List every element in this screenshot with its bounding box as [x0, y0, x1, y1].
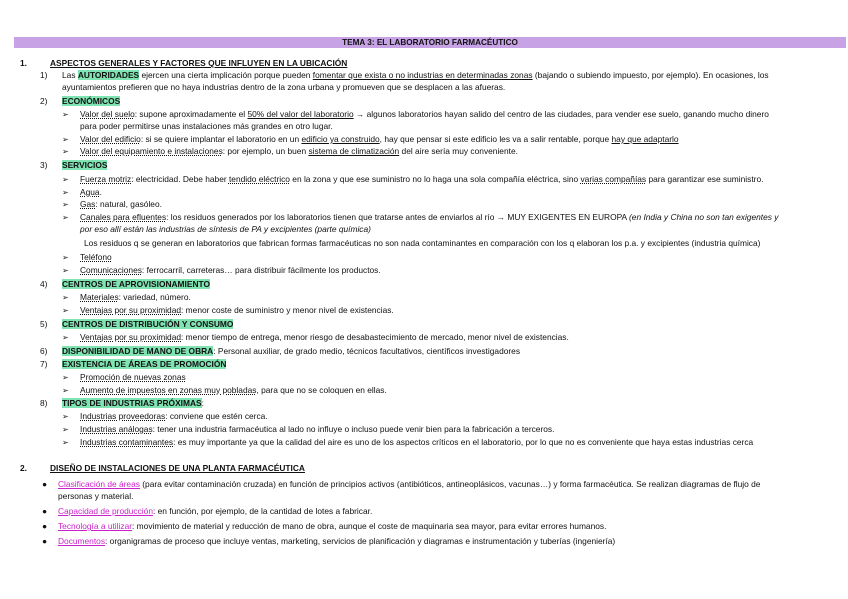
highlight-servicios: SERVICIOS: [62, 160, 108, 170]
arrow-bullet-icon: ➢: [62, 425, 69, 434]
item-autoridades: 1) Las AUTORIDADES ejercen una cierta implicación porque pueden fomentar que exista o no industrias en determinadas zonas (bajando o subiendo impuesto, por ejemplo). En ocasiones, los: [40, 70, 769, 80]
item-industrias-proximas: 8) TIPOS DE INDUSTRIAS PRÓXIMAS:: [40, 398, 204, 408]
section-2-title: DISEÑO DE INSTALACIONES DE UNA PLANTA FARMACÉUTICA: [50, 463, 305, 473]
arrow-bullet-icon: ➢: [62, 373, 69, 382]
bullet-dot-icon: ●: [42, 506, 48, 516]
bullet-dot-icon: ●: [42, 536, 48, 546]
economicos-suelo: ➢ Valor del suelo: supone aproximadamente el 50% del valor del laboratorio → algunos laboratorios hayan salido del centro de las ciudades, para vender ese suelo, ganando mucho dinero: [62, 108, 769, 122]
economicos-equipamiento: ➢ Valor del equipamiento e instalaciones: por ejemplo, un buen sistema de climatización del aire sería muy conveniente.: [62, 145, 518, 159]
diseno-tecnologia: ● Tecnología a utilizar: movimiento de material y reducción de mano de obra, aunque el coste de maquinaria sea mayor, para evitar errores humanos.: [42, 521, 607, 531]
arrow-bullet-icon: ➢: [62, 412, 69, 421]
arrow-bullet-icon: ➢: [62, 175, 69, 184]
diseno-documentos: ● Documentos: organigramas de proceso que incluye ventas, marketing, servicios de planificación y diagramas e instrumentación y tuberías (ingeniería): [42, 536, 616, 546]
servicios-agua: ➢ Agua.: [62, 186, 102, 200]
arrow-bullet-icon: ➢: [62, 147, 69, 156]
item-economicos: 2) ECONÓMICOS: [40, 96, 121, 106]
servicios-efluentes-cont: por eso allí están las industrias de síntesis de PA y excipientes (parte química): [80, 224, 371, 234]
servicios-gas: ➢ Gas: natural, gasóleo.: [62, 198, 162, 212]
highlight-areas-promocion: EXISTENCIA DE ÁREAS DE PROMOCIÓN: [62, 359, 227, 369]
highlight-economicos: ECONÓMICOS: [62, 96, 121, 106]
diseno-clasificacion: ● Clasificación de áreas (para evitar contaminación cruzada) en función de principios activos (antibióticos, antineoplásicos, vacunas…) y forma farmacéutica. Se realizan diagramas de flujo de: [42, 479, 761, 489]
arrow-bullet-icon: ➢: [62, 293, 69, 302]
document-title: TEMA 3: EL LABORATORIO FARMACÉUTICO: [14, 37, 846, 48]
industrias-analogas: ➢ Industrias análogas: tener una industria farmacéutica al lado no influye o incluso puede venir bien para la fabricación a terceros.: [62, 423, 554, 437]
highlight-aprovisionamiento: CENTROS DE APROVISIONAMIENTO: [62, 279, 210, 289]
distribucion-ventajas: ➢ Ventajas por su proximidad: menor tiempo de entrega, menor riesgo de desabastecimiento de mercado, menor nivel de existencias.: [62, 331, 569, 345]
promocion-impuestos: ➢ Aumento de impuestos en zonas muy pobladas, para que no se coloquen en ellas.: [62, 384, 387, 398]
arrow-bullet-icon: ➢: [62, 135, 69, 144]
item-mano-de-obra: 6) DISPONIBILIDAD DE MANO DE OBRA: Personal auxiliar, de grado medio, técnicos facultativos, científicos investigadores: [40, 346, 521, 356]
section-1-number: 1.: [20, 58, 27, 68]
industrias-contaminantes: ➢ Industrias contaminantes: es muy importante ya que la calidad del aire es uno de los aspectos críticos en el laboratorio, por lo que no es conveniente que haya estas industrias cerca: [62, 436, 753, 450]
bullet-dot-icon: ●: [42, 521, 48, 531]
servicios-note: Los residuos q se generan en laboratorios que fabrican formas farmacéuticas no son nada contaminantes en comparación con los q elaboran los p.a. y excipientes (industria química): [84, 238, 761, 248]
arrow-bullet-icon: ➢: [62, 213, 69, 222]
section-1-heading: [20, 57, 347, 70]
servicios-fuerza-motriz: ➢ Fuerza motriz: electricidad. Debe haber tendido eléctrico en la zona y que ese suministro no lo haga una sola compañía eléctrica, sino varias compañías para garantizar ese suministro.: [62, 173, 763, 187]
arrow-bullet-icon: ➢: [62, 266, 69, 275]
arrow-bullet-icon: ➢: [62, 188, 69, 197]
servicios-efluentes: ➢ Canales para efluentes: los residuos generados por los laboratorios tienen que tratarse antes de enviarlos al río → MUY EXIGENTES EN EUROPA (en India y China no son tan exigentes y: [62, 211, 778, 225]
bullet-dot-icon: ●: [42, 479, 48, 489]
arrow-bullet-icon: ➢: [62, 110, 69, 119]
section-1-title: ASPECTOS GENERALES Y FACTORES QUE INFLUYEN EN LA UBICACIÓN: [50, 58, 348, 68]
economicos-suelo-cont: para poder permitirse unas instalaciones más grandes en otro lugar.: [80, 121, 333, 131]
aprovisionamiento-ventajas: ➢ Ventajas por su proximidad: menor coste de suministro y menor nivel de existencias.: [62, 304, 394, 318]
industrias-proveedoras: ➢ Industrias proveedoras: conviene que estén cerca.: [62, 410, 268, 424]
aprovisionamiento-materiales: ➢ Materiales: variedad, número.: [62, 291, 191, 305]
diseno-capacidad: ● Capacidad de producción: en función, por ejemplo, de la cantidad de lotes a fabricar.: [42, 506, 373, 516]
arrow-bullet-icon: ➢: [62, 386, 69, 395]
section-2-heading: [20, 462, 305, 475]
highlight-industrias-proximas: TIPOS DE INDUSTRIAS PRÓXIMAS: [62, 398, 202, 408]
section-2-number: 2.: [20, 463, 27, 473]
highlight-autoridades: AUTORIDADES: [77, 70, 140, 80]
promocion-nuevas-zonas: ➢ Promoción de nuevas zonas: [62, 371, 186, 385]
highlight-mano-de-obra: DISPONIBILIDAD DE MANO DE OBRA: [62, 346, 214, 356]
servicios-comunicaciones: ➢ Comunicaciones: ferrocarril, carreteras… para distribuir fácilmente los productos.: [62, 264, 381, 278]
item-areas-promocion: 7) EXISTENCIA DE ÁREAS DE PROMOCIÓN: [40, 359, 227, 369]
arrow-bullet-icon: ➢: [62, 438, 69, 447]
item-aprovisionamiento: 4) CENTROS DE APROVISIONAMIENTO: [40, 279, 210, 289]
economicos-edificio: ➢ Valor del edificio: si se quiere implantar el laboratorio en un edificio ya construido, hay que pensar si este edificio les va a salir rentable, porque hay que adaptarlo: [62, 133, 679, 147]
item-distribucion: 5) CENTROS DE DISTRIBUCIÓN Y CONSUMO: [40, 319, 234, 329]
servicios-telefono: ➢ Teléfono: [62, 251, 112, 265]
highlight-distribucion: CENTROS DE DISTRIBUCIÓN Y CONSUMO: [62, 319, 234, 329]
item-autoridades-cont: ayuntamientos prefieren que no haya industrias dentro de la zona urbana y promueven que se desplacen a las afueras.: [62, 82, 506, 92]
arrow-bullet-icon: ➢: [62, 306, 69, 315]
arrow-bullet-icon: ➢: [62, 253, 69, 262]
diseno-clasificacion-cont: personas y material.: [58, 491, 134, 501]
arrow-bullet-icon: ➢: [62, 200, 69, 209]
item-servicios: 3) SERVICIOS: [40, 160, 108, 170]
arrow-bullet-icon: ➢: [62, 333, 69, 342]
